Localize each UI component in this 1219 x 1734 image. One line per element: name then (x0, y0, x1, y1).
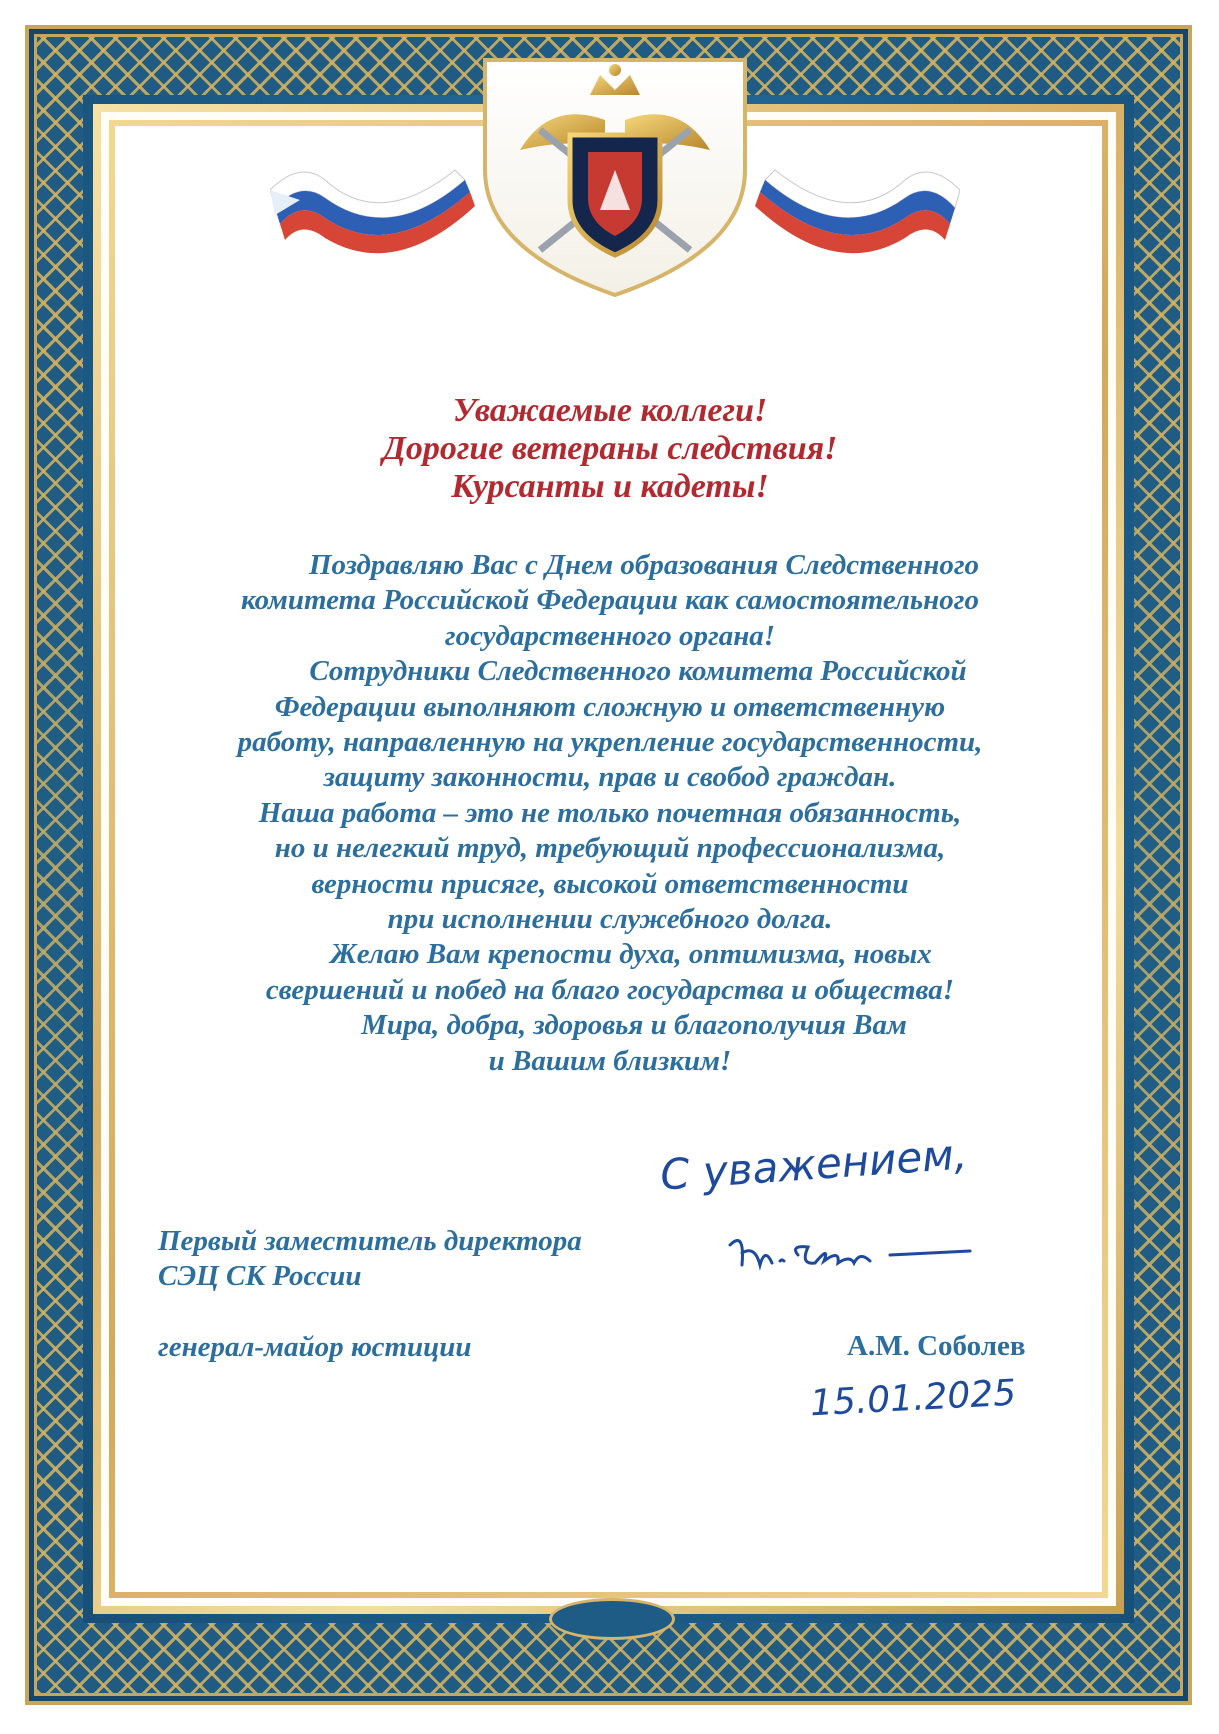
body-line: комитета Российской Федерации как самостоятельного (241, 584, 979, 617)
body-line: Наша работа – это не только почетная обязанность, (258, 796, 962, 829)
body-line: но и нелегкий труд, требующий профессионализма, (274, 832, 946, 865)
handwritten-date: 15.01.2025 (809, 1372, 1018, 1425)
greeting-line: Курсанты и кадеты! (451, 468, 769, 505)
body-line: и Вашим близким! (488, 1044, 732, 1077)
handwritten-signature (720, 1225, 980, 1285)
body-line: при исполнении служебного долга. (387, 903, 833, 936)
signer-name: А.М. Соболев (847, 1330, 1026, 1362)
tricolor-ribbon-right (755, 170, 960, 253)
signer-rank: генерал-майор юстиции (158, 1331, 472, 1363)
emblem (270, 40, 960, 300)
signer-position (158, 1224, 582, 1294)
body-line: Федерации выполняют сложную и ответственную (274, 690, 946, 723)
handwritten-regards: С уважением, (658, 1129, 969, 1200)
tricolor-ribbon-left (270, 170, 475, 253)
greeting-block (150, 392, 1070, 506)
body-line: Желаю Вам крепости духа, оптимизма, новых (330, 938, 932, 971)
body-line: Сотрудники Следственного комитета Российской (309, 655, 967, 688)
body-line: Мира, добра, здоровья и благополучия Вам (361, 1009, 907, 1042)
body-line: Поздравляю Вас с Днем образования Следственного (308, 549, 980, 581)
signer-position-line: СЭЦ СК России (158, 1260, 362, 1292)
body-line: защиту законности, прав и свобод граждан. (323, 761, 897, 794)
greeting-line: Уважаемые коллеги! (452, 392, 768, 429)
bottom-medallion (549, 1598, 675, 1640)
letter-body (150, 548, 1070, 1079)
greeting-line: Дорогие ветераны следствия! (382, 430, 838, 467)
body-line: государственного органа! (444, 619, 776, 652)
body-line: свершений и побед на благо государства и общества! (265, 973, 955, 1006)
body-line: работу, направленную на укрепление государственности, (237, 726, 983, 759)
signer-position-line: Первый заместитель директора (158, 1225, 582, 1257)
body-line: верности присяге, высокой ответственности (311, 867, 909, 900)
